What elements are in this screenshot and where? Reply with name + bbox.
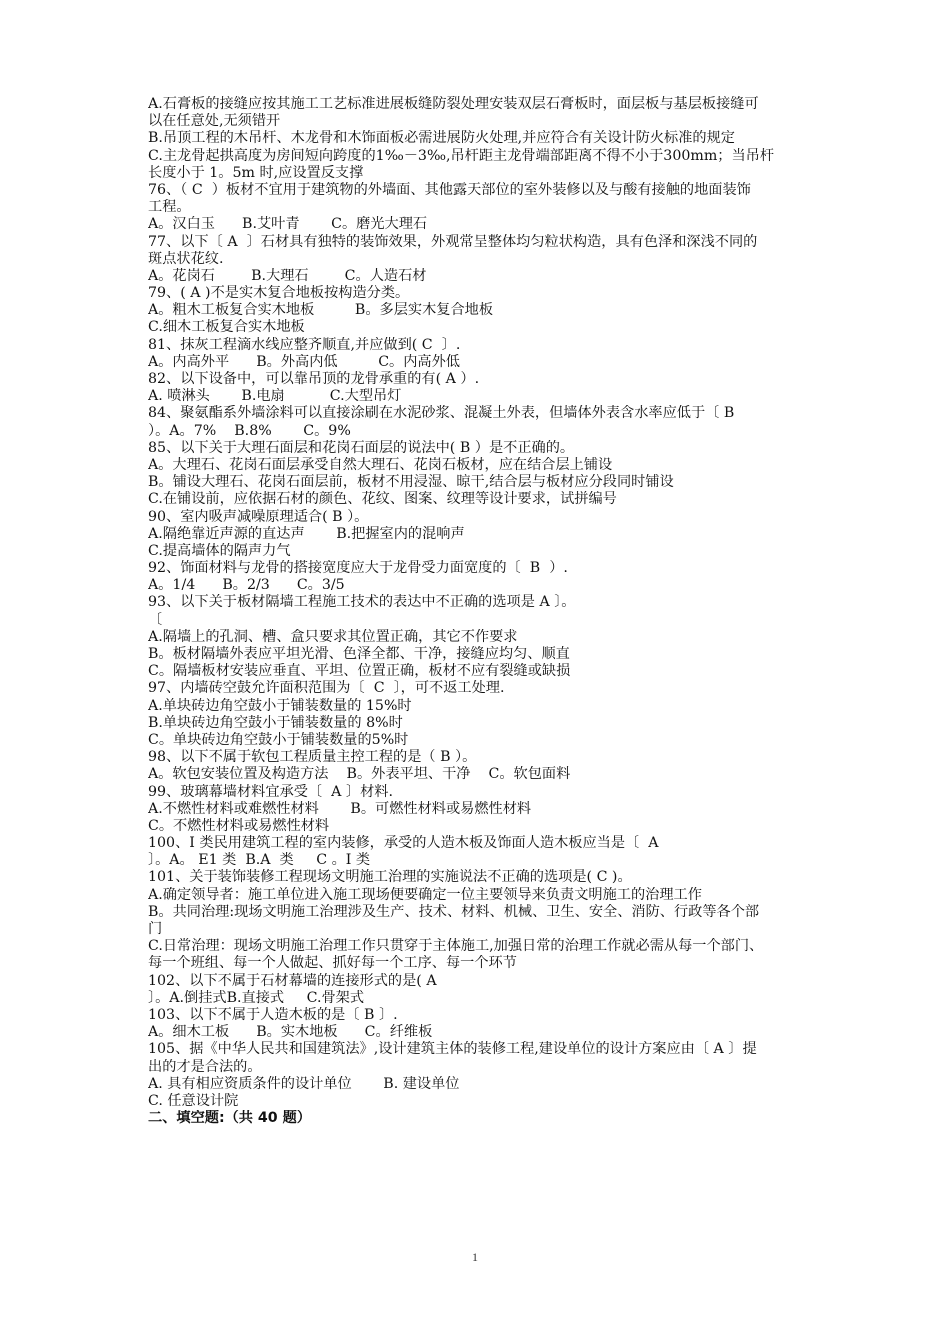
text-line: 97、内墙砖空鼓允许面积范围为〔 C 〕，可不返工处理. <box>148 680 505 697</box>
text-line: C.日常治理：现场文明施工治理工作只贯穿于主体施工,加强日常的治理工作就必需从每一个部门、 <box>148 938 764 955</box>
text-line: 92、饰面材料与龙骨的搭接宽度应大于龙骨受力面宽度的〔 B ）. <box>148 560 568 577</box>
text-line: 84、聚氨酯系外墙涂料可以直接涂刷在水泥砂浆、混凝土外表，但墙体外表含水率应低于〔 B <box>148 405 735 422</box>
text-line: A. 喷淋头 B.电扇 C.大型吊灯 <box>148 388 402 405</box>
text-line: B。板材隔墙外表应平坦光滑、色泽全都、干净，接缝应均匀、顺直 <box>148 646 570 662</box>
text-line: B.吊顶工程的木吊杆、木龙骨和木饰面板必需进展防火处理,并应符合有关设计防火标准的规定 <box>148 130 735 147</box>
text-line: 〕。A.倒挂式B.直接式 C.骨架式 <box>148 989 365 1006</box>
text-line: 98、以下不属于软包工程质量主控工程的是（ B ）。 <box>148 749 477 766</box>
text-line: A.单块砖边角空鼓小于铺装数量的 15%时 <box>148 697 412 714</box>
text-line: A.隔绝靠近声源的直达声 B.把握室内的混响声 <box>148 525 465 542</box>
text-line: A。汉白玉 B.艾叶青 C。磨光大理石 <box>148 216 428 233</box>
text-line: 90、室内吸声减噪原理适合( B ）。 <box>148 508 369 525</box>
text-line: 〕。A。 E1 类 B.A 类 C 。I 类 <box>148 852 371 869</box>
text-line: A.石膏板的接缝应按其施工工艺标准进展板缝防裂处理安装双层石膏板时，面层板与基层板接缝可 <box>148 96 759 112</box>
text-line: C.主龙骨起拱高度为房间短向跨度的1‰－3‰,吊杆距主龙骨端部距离不得不小于300mm；当吊杆 <box>148 147 775 164</box>
text-line: 81、抹灰工程滴水线应整齐顺直,并应做到( C 〕. <box>148 336 461 353</box>
text-line: 99、玻璃幕墙材料宜承受〔 A 〕材料. <box>148 783 393 800</box>
text-line: 105、据《中华人民共和国建筑法》,设计建筑主体的装修工程,建设单位的设计方案应由〔 A 〕提 <box>148 1041 757 1058</box>
text-line: B.单块砖边角空鼓小于铺装数量的 8%时 <box>148 714 403 731</box>
text-line: C.细木工板复合实木地板 <box>148 319 305 336</box>
text-line: C.提高墙体的隔声力气 <box>148 542 291 559</box>
text-line: A。细木工板 B。实木地板 C。纤维板 <box>148 1024 433 1041</box>
text-line: C。不燃性材料或易燃性材料 <box>148 817 330 834</box>
text-line: 93、以下关于板材隔墙工程施工技术的表达中不正确的选项是 A 〕。 <box>148 594 576 611</box>
text-line: 工程。 <box>148 199 191 216</box>
text-line: A.隔墙上的孔洞、槽、盒只要求其位置正确，其它不作要求 <box>148 628 518 645</box>
section-heading: 二、填空题:（共 40 题） <box>148 1110 311 1127</box>
text-line: 以在任意处,无须错开 <box>148 113 281 130</box>
text-line: B。共同治理:现场文明施工治理涉及生产、技术、材料、机械、卫生、安全、消防、行政等各个部 <box>148 903 760 920</box>
text-line: 〔 <box>148 611 163 628</box>
text-line: 82、以下设备中，可以靠吊顶的龙骨承重的有( A ）. <box>148 371 480 387</box>
text-line: 77、以下〔 A 〕石材具有独特的装饰效果，外观常呈整体均匀粒状构造，具有色泽和深浅不同的 <box>148 233 758 250</box>
page-number: 1 <box>472 1250 478 1264</box>
text-line: 101、关于装饰装修工程现场文明施工治理的实施说法不正确的选项是( C )。 <box>148 869 632 886</box>
text-line: 斑点状花纹. <box>148 250 224 267</box>
document-body <box>148 96 878 1127</box>
text-line: A。内高外平 B。外高内低 C。内高外低 <box>148 353 460 370</box>
text-line: 103、以下不属于人造木板的是〔 B 〕. <box>148 1006 398 1023</box>
text-line: C。隔墙板材安装应垂直、平坦、位置正确，板材不应有裂缝或缺损 <box>148 663 571 680</box>
text-line: A。1/4 B。2/3 C。3/5 <box>148 577 345 594</box>
text-line: C. 任意设计院 <box>148 1092 239 1109</box>
text-line: 76、（ C ）板材不宜用于建筑物的外墙面、其他露天部位的室外装修以及与酸有接触的地面装饰 <box>148 181 751 198</box>
text-line: 102、以下不属于石材幕墙的连接形式的是( A <box>148 972 437 989</box>
text-line: 长度小于 1。5m 时,应设置反支撑 <box>148 164 364 181</box>
text-line: A。花岗石 B.大理石 C。人造石材 <box>148 267 427 284</box>
text-line: 门 <box>148 921 163 937</box>
text-line: 100、I 类民用建筑工程的室内装修，承受的人造木板及饰面人造木板应当是〔 A <box>148 835 659 852</box>
text-line: A。软包安装位置及构造方法 B。外表平坦、干净 C。软包面料 <box>148 766 571 783</box>
text-line: A。粗木工板复合实木地板 B。多层实木复合地板 <box>148 302 494 319</box>
text-line: 79、( A )不是实木复合地板按构造分类。 <box>148 285 410 302</box>
text-line: 出的才是合法的。 <box>148 1058 262 1075</box>
text-line: 每一个班组、每一个人做起、抓好每一个工序、每一个环节 <box>148 955 517 972</box>
text-line: C.在铺设前，应依据石材的颜色、花纹、图案、纹理等设计要求，试拼编号 <box>148 491 617 508</box>
text-line: A.确定领导者：施工单位进入施工现场便要确定一位主要领导来负责文明施工的治理工作 <box>148 886 702 903</box>
text-line: C。单块砖边角空鼓小于铺装数量的5%时 <box>148 731 409 748</box>
text-line: B。铺设大理石、花岗石面层前，板材不用浸湿、晾干,结合层与板材应分段同时铺设 <box>148 474 674 491</box>
text-line: ）。A。7% B.8% C。9% <box>148 422 351 439</box>
text-line: 85、以下关于大理石面层和花岗石面层的说法中( B ）是不正确的。 <box>148 439 575 456</box>
text-line: A. 具有相应资质条件的设计单位 B. 建设单位 <box>148 1075 460 1092</box>
text-line: A.不燃性材料或难燃性材料 B。可燃性材料或易燃性材料 <box>148 800 532 817</box>
text-line: A。大理石、花岗石面层承受自然大理石、花岗石板材，应在结合层上铺设 <box>148 456 613 473</box>
